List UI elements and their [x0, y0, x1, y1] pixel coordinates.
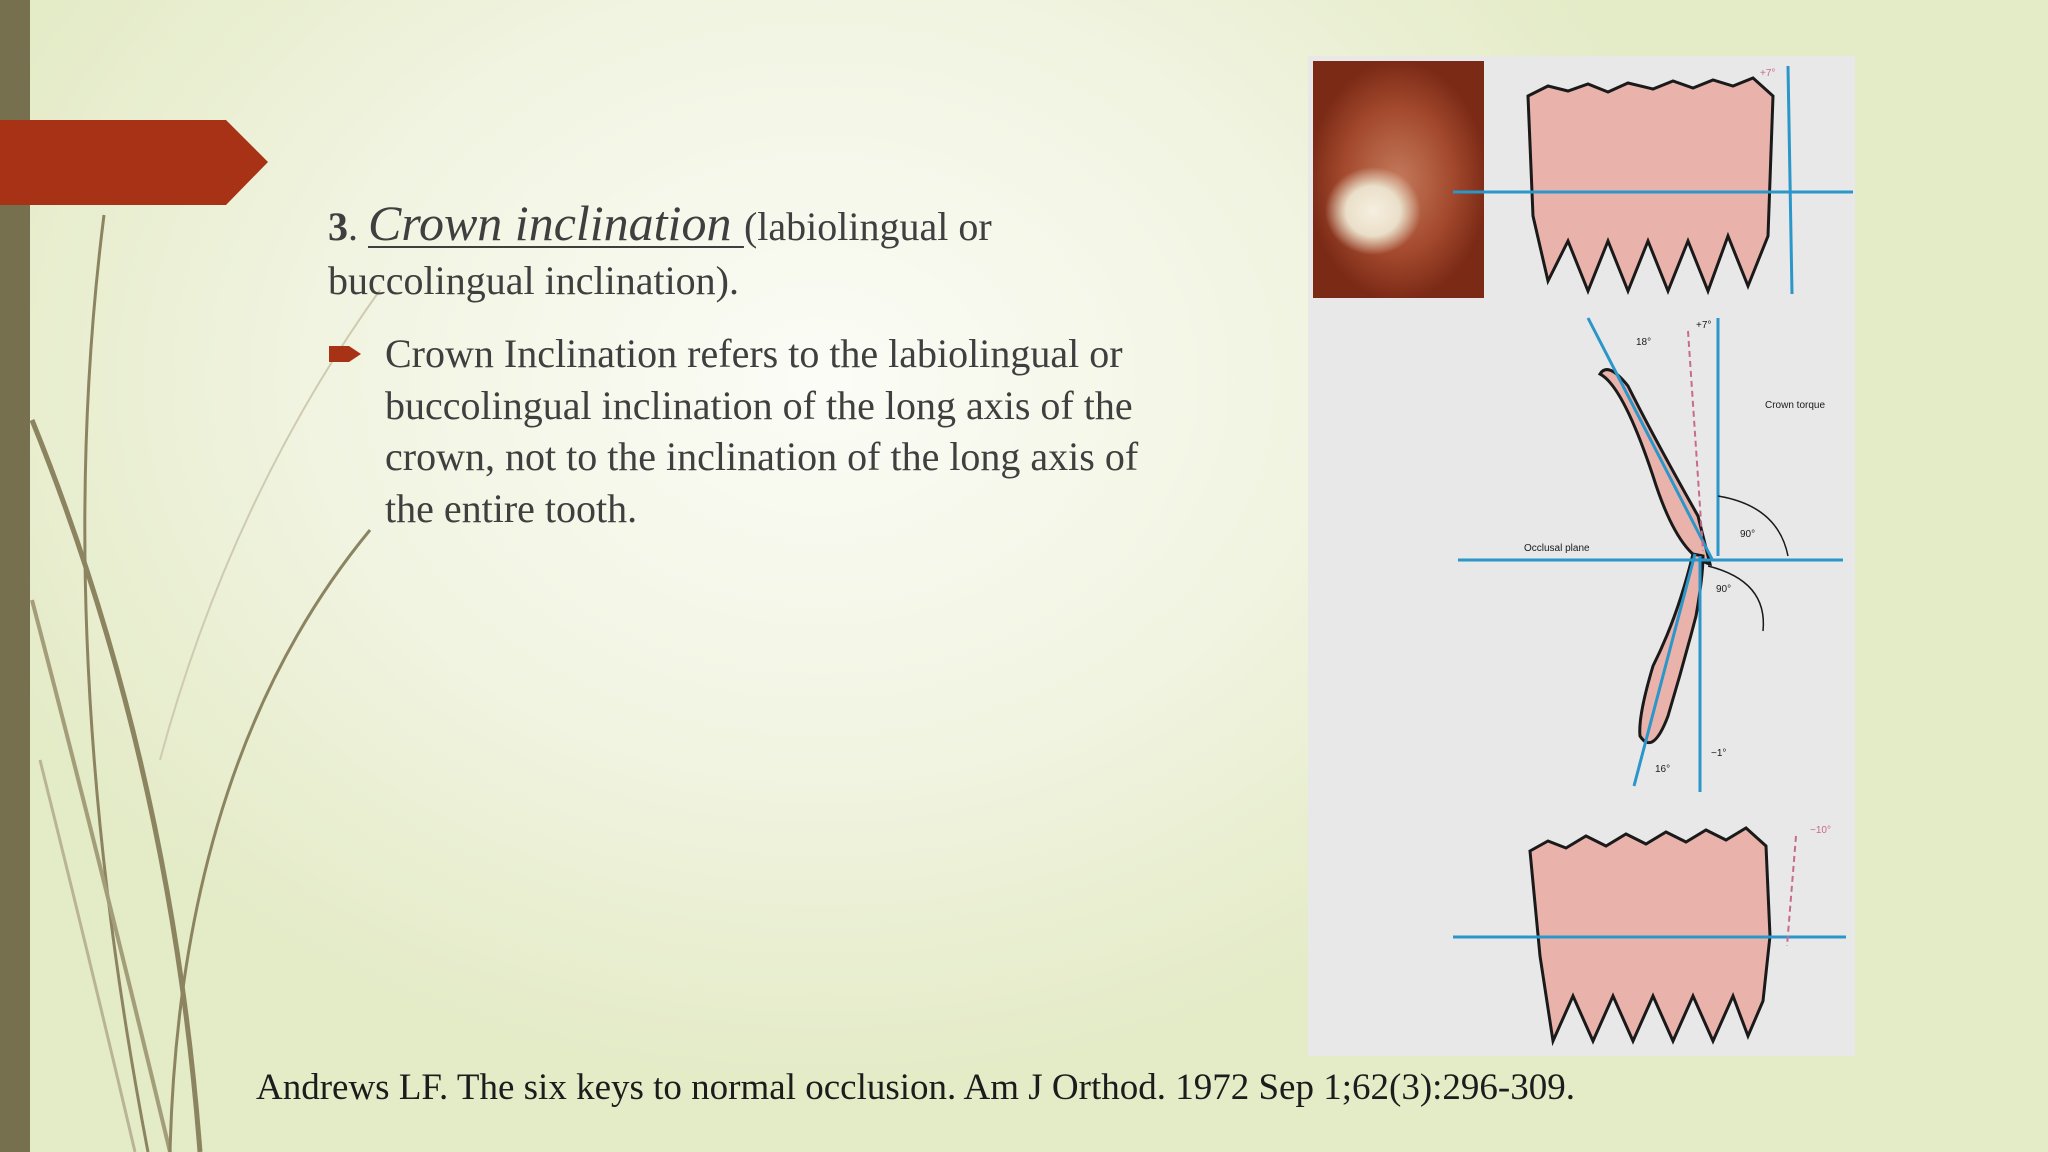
- tooth-diagram: [1308, 56, 1855, 1056]
- label-angle-90-lower: 90°: [1716, 584, 1732, 595]
- arrow-bullet-icon: [329, 343, 361, 365]
- incisor-torque-diagram: [1458, 318, 1843, 792]
- heading-title: Crown inclination: [368, 195, 744, 251]
- citation-text: Andrews LF. The six keys to normal occlusion. Am J Orthod. 1972 Sep 1;62(3):296-309.: [256, 1067, 1575, 1108]
- heading-rest: (labiolingual or buccolingual inclination).: [328, 204, 992, 303]
- bullet-text: Crown Inclination refers to the labiolingual or buccolingual inclination of the long axis of the crown, not to the inclination of the long axis of the entire tooth.: [385, 331, 1139, 531]
- label-angle-plus7: +7°: [1696, 320, 1712, 331]
- label-bottom-angle: −10°: [1810, 825, 1831, 836]
- slide-heading: [328, 196, 1158, 308]
- label-angle-18: 18°: [1636, 337, 1652, 348]
- heading-number: 3: [328, 204, 348, 249]
- heading-separator: .: [348, 204, 368, 249]
- label-angle-minus1: −1°: [1711, 748, 1727, 759]
- crown-inclination-figure: [1308, 56, 1855, 1056]
- slide-content: [328, 196, 1158, 534]
- bullet-item: [328, 328, 1158, 534]
- label-occlusal-plane: Occlusal plane: [1524, 543, 1590, 554]
- lower-tooth-row-diagram: [1453, 825, 1846, 1041]
- title-arrow-tab: [0, 120, 268, 205]
- label-angle-90-upper: 90°: [1740, 529, 1756, 540]
- label-angle-16: 16°: [1655, 764, 1671, 775]
- upper-tooth-row-diagram: [1453, 66, 1853, 294]
- label-crown-torque: Crown torque: [1765, 400, 1826, 411]
- label-top-angle: +7°: [1760, 68, 1776, 79]
